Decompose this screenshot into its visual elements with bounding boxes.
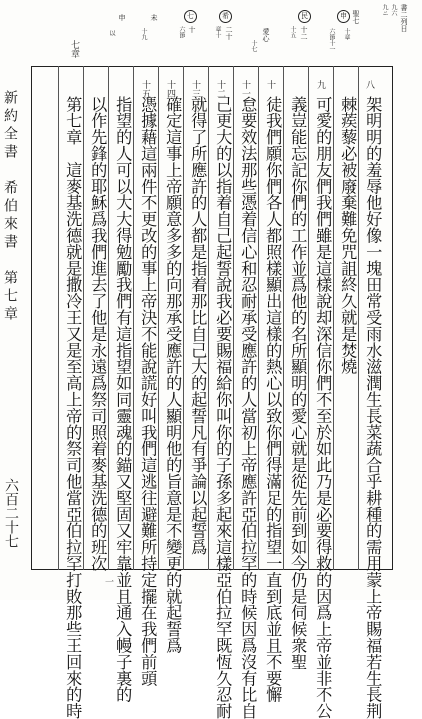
xref-d-2: 章十: [214, 26, 221, 38]
verse-number: 十三: [190, 80, 200, 98]
xref-c-1: 愛心: [262, 28, 270, 42]
text-column: 憑據藉這兩件不更改的事上帝決不能說謊好叫我們這逃往避難所持定擺在我們前頭: [138, 96, 158, 687]
text-column: 指望的人可以大大得勉勵我們有這指望如同靈魂的錨又堅固又牢靠並且通入幔子裏的: [113, 96, 133, 703]
column-divider: [258, 66, 259, 570]
page-number: 六百二十七: [3, 478, 19, 548]
xref-c-2: 十七: [250, 40, 257, 52]
xref-e-2: 六節: [178, 26, 185, 38]
column-divider: [333, 66, 334, 570]
text-column: 義豈能忘記你們的工作並爲他的名所顯明的愛心就是從先前到如今仍是伺候衆聖: [288, 96, 308, 670]
verse-number: 十五: [140, 80, 150, 98]
xref-g-1: 申: [118, 14, 126, 21]
column-divider: [283, 66, 284, 570]
verse-number: 十二: [215, 80, 225, 98]
column-divider: [308, 66, 309, 570]
column-divider: [58, 66, 59, 570]
circled-mark: 民: [298, 10, 311, 23]
xref-b-1: 十二: [300, 26, 308, 40]
xref-a-2: 十章: [343, 28, 350, 40]
xref-top-right-3: 九ニ: [381, 4, 388, 16]
circled-mark: 申: [337, 10, 350, 23]
verse-number: 九: [315, 80, 325, 89]
text-column: 棘蒺藜必被廢棄難免咒詛終久就是焚燒: [338, 96, 358, 375]
column-divider: [108, 66, 109, 570]
xref-f-1: 未: [150, 14, 158, 21]
xref-e-1: 十: [188, 26, 196, 33]
column-divider: [158, 66, 159, 570]
column-divider: [233, 66, 234, 570]
text-column: 架明明的羞辱他好像一塊田常受雨水滋潤生長菜蔬合乎耕種的需用蒙上帝賜福若生長荆: [363, 96, 383, 719]
text-column: 就得了所應許的人都是指着那比自己大的起誓凡有爭論以起誓爲: [188, 96, 208, 556]
circled-mark: 希: [219, 10, 232, 23]
xref-g-2: 以: [108, 30, 115, 36]
text-column: 己更大的以指着自己起誓說我必要賜福給你叫你的子孫多起來這樣亞伯拉罕既恆久忍耐: [213, 96, 233, 719]
xref-a-1: 聖七: [352, 10, 360, 24]
verse-number: 十四: [165, 80, 175, 98]
text-column: 可愛的朋友們我們雖是這樣說却深信你們不至於如此乃是必要得救的因爲上帝並非不公: [313, 96, 333, 719]
text-column: 第七章 這麥基洗德就是撒冷王又是至高上帝的祭司他當亞伯拉罕打敗那些王回來的時: [63, 96, 83, 719]
text-column: 確定這事上帝願意多多的向那承受應許的人顯明他的旨意是不變更的就起誓爲: [163, 96, 183, 654]
column-divider: [208, 66, 209, 570]
text-column: 怠要效法那些憑着信心和忍耐承受應許的人當初上帝應許亞伯拉罕的時候因爲沒有比自: [238, 96, 258, 719]
xref-a-3: 六節十一: [328, 28, 335, 52]
chapter-top-label: 七章: [69, 40, 79, 58]
column-divider: [83, 66, 84, 570]
text-column: 徒我們願你們各人都照樣顯出這樣的熱心以致你們得滿足的指望一直到底並且不要懈: [263, 96, 283, 703]
column-divider: [183, 66, 184, 570]
xref-d-1: 二十: [225, 26, 233, 40]
xref-b-2: 十五: [289, 26, 296, 38]
text-column: 以作先鋒的耶穌爲我們進去了他是永遠爲祭司照着麥基洗德的班次: [88, 96, 108, 572]
xref-f-2: 十九: [140, 28, 147, 40]
verse-number: 十一: [240, 80, 250, 98]
xref-top-right-2: 九六: [390, 4, 397, 16]
circled-mark: 七: [184, 10, 197, 23]
verse-number: 八: [364, 80, 374, 89]
running-title: 新約全書 希伯來書 第七章: [2, 90, 18, 324]
xref-top-right-1: 書二列日: [400, 4, 408, 32]
footer-mark: 一: [105, 578, 115, 588]
verse-number: 十: [265, 80, 275, 89]
column-divider: [133, 66, 134, 570]
column-divider: [358, 66, 359, 570]
